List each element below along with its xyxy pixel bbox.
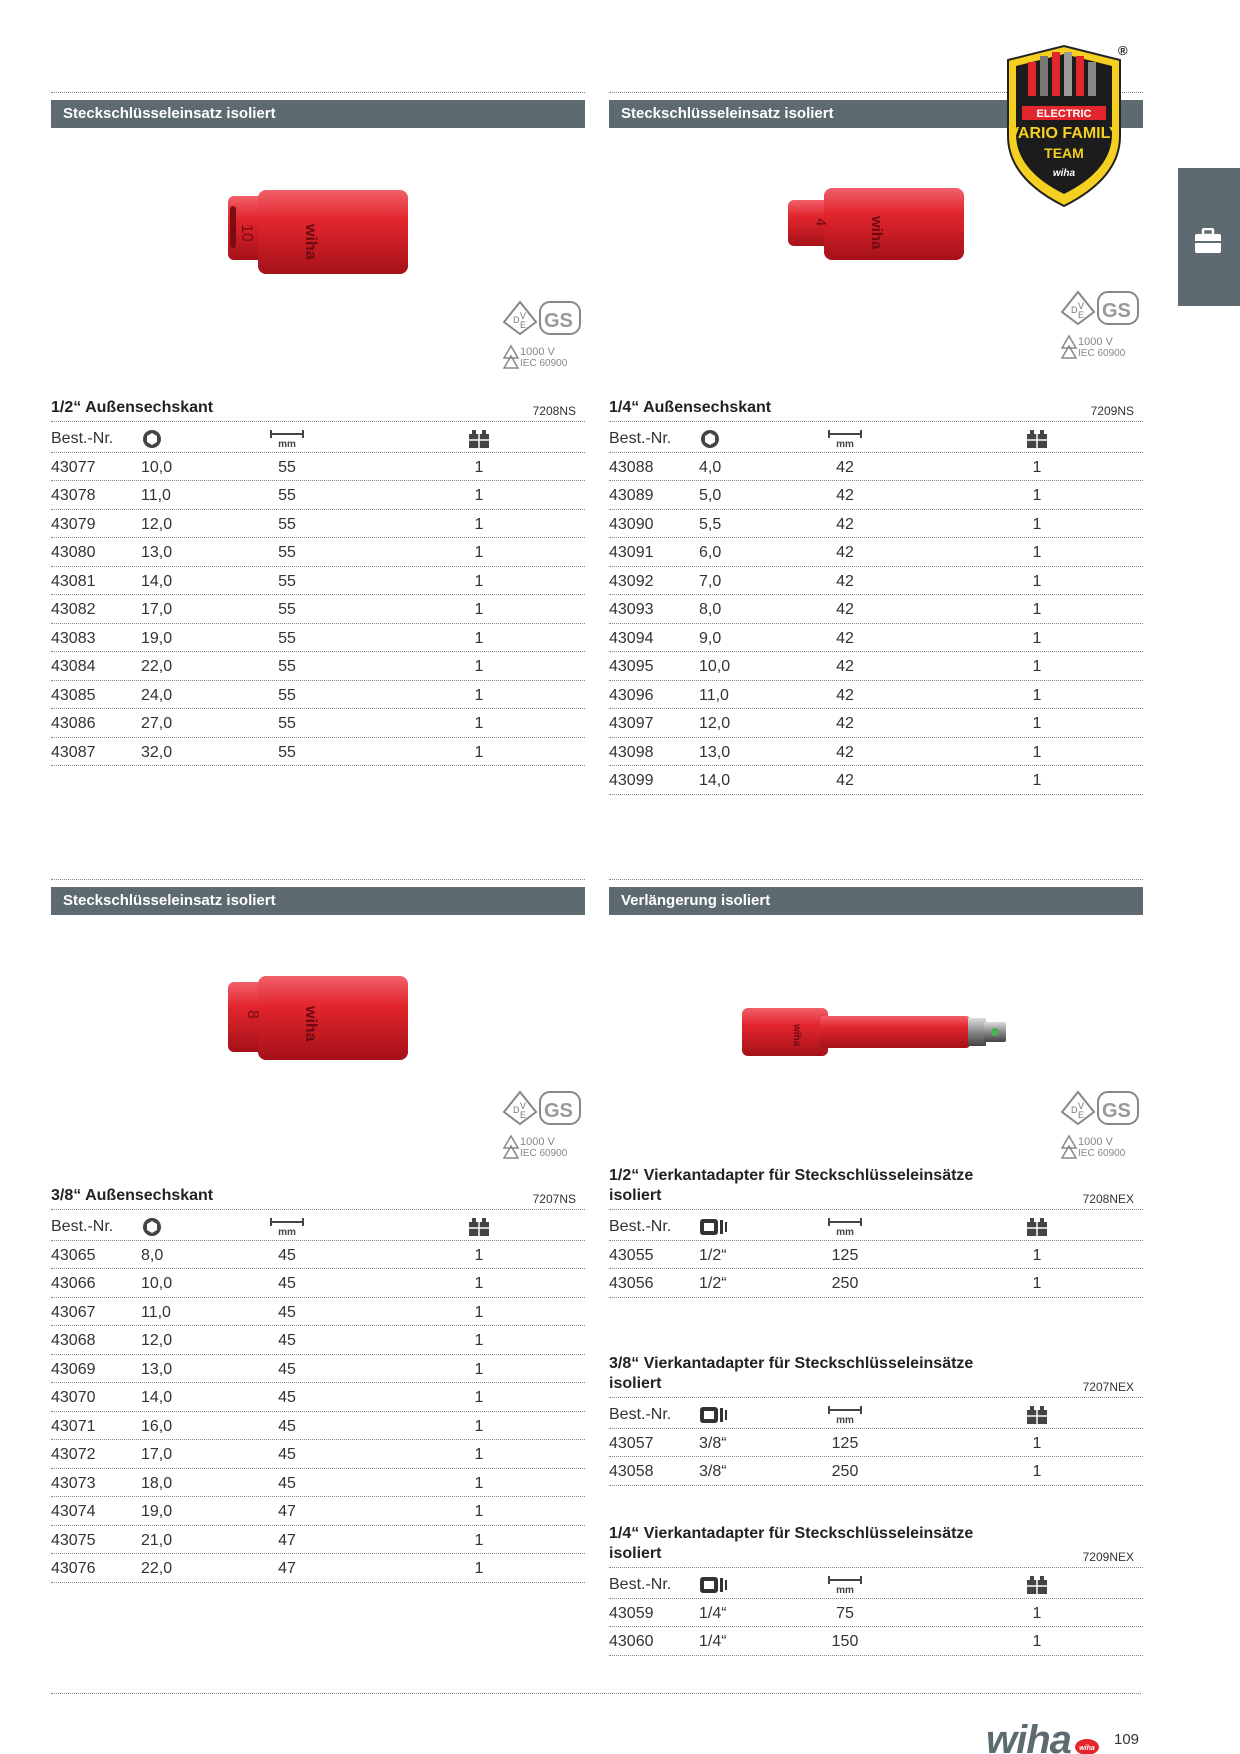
page-number: 109: [1114, 1731, 1140, 1748]
order-number: 43092: [609, 572, 654, 590]
table-row: 43087 32,0 55 1: [51, 738, 585, 767]
socket-image-quarter-inch: [786, 186, 966, 262]
size-value: 11,0: [141, 487, 171, 504]
table-row: 43079 12,0 55 1: [51, 510, 585, 539]
order-number: 43067: [51, 1303, 96, 1321]
table-row: 43084 22,0 55 1: [51, 652, 585, 681]
section-header-3: [51, 879, 585, 915]
size-value: 13,0: [141, 1360, 173, 1378]
size-value: 22,0: [141, 1560, 173, 1577]
order-number-header: Best.-Nr.: [51, 1218, 114, 1235]
order-number: 43075: [51, 1531, 96, 1549]
order-number: 43060: [609, 1633, 654, 1650]
order-number: 43098: [609, 743, 654, 761]
order-number: 43091: [609, 544, 654, 561]
table-row: 43072 17,0 45 1: [51, 1440, 585, 1469]
svg-text:1000 V: 1000 V: [1078, 336, 1113, 348]
svg-text:D: D: [513, 315, 520, 325]
table-row: 43075 21,0 47 1: [51, 1526, 585, 1555]
order-number: 43070: [51, 1389, 96, 1406]
size-value: 8,0: [699, 601, 722, 618]
size-value: 19,0: [141, 629, 173, 647]
table-row: 43070 14,0 45 1: [51, 1383, 585, 1412]
size-value: 4,0: [699, 458, 722, 476]
order-number: 43087: [51, 743, 96, 761]
svg-text:mm: mm: [278, 439, 296, 449]
svg-text:mm: mm: [836, 439, 854, 449]
table-row: 43076 22,0 47 1: [51, 1554, 585, 1583]
svg-text:V: V: [1078, 301, 1085, 311]
order-number: 43073: [51, 1474, 96, 1492]
order-number-header: Best.-Nr.: [51, 430, 114, 447]
table-header-row: [51, 424, 585, 453]
svg-text:wiha: wiha: [1052, 168, 1076, 179]
svg-text:IEC 60900: IEC 60900: [520, 1148, 568, 1159]
svg-text:mm: mm: [836, 1585, 854, 1595]
svg-text:wiha: wiha: [791, 1024, 802, 1047]
table-title-7209NS: 1/4“ Außensechskant 7209NS: [609, 398, 1143, 422]
table-7209NS: [609, 424, 1143, 795]
size-value: 12,0: [141, 515, 173, 533]
table-7207NS: [51, 1212, 585, 1583]
electric-vario-family-team-badge: [998, 40, 1130, 210]
svg-text:10: 10: [238, 224, 255, 242]
table-row: 43057 3/8“ 125 1: [609, 1429, 1143, 1458]
svg-text:GS: GS: [544, 1100, 573, 1122]
hex-socket-icon: [141, 1217, 163, 1242]
size-value: 8,0: [141, 1246, 164, 1264]
size-value: 19,0: [141, 1503, 173, 1520]
svg-text:4: 4: [812, 218, 829, 227]
size-value: 5,5: [699, 515, 722, 533]
section-title: Steckschlüsseleinsatz isoliert: [609, 100, 1143, 128]
order-number: 43082: [51, 601, 96, 618]
section-title: Steckschlüsseleinsatz isoliert: [51, 887, 585, 915]
table-row: 43086 27,0 55 1: [51, 709, 585, 738]
order-number: 43083: [51, 629, 96, 647]
svg-text:IEC 60900: IEC 60900: [1078, 1148, 1126, 1159]
svg-text:wiha: wiha: [302, 1006, 319, 1042]
size-value: 6,0: [699, 544, 722, 561]
svg-text:D: D: [513, 1105, 520, 1115]
svg-text:®: ®: [1118, 43, 1128, 58]
order-number: 43093: [609, 601, 654, 618]
table-header-row: [51, 1212, 585, 1241]
size-value: 12,0: [699, 715, 731, 732]
order-number: 43090: [609, 515, 654, 533]
hex-socket-icon: [699, 429, 721, 454]
order-number: 43080: [51, 544, 96, 561]
size-value: 10,0: [141, 458, 173, 476]
order-number-header: Best.-Nr.: [609, 1576, 672, 1593]
section-header-1: [51, 92, 585, 128]
table-header-row: [609, 1570, 1143, 1599]
vde-gs-certification-icon: [500, 300, 584, 372]
order-number: 43096: [609, 686, 654, 704]
table-row: 43088 4,0 42 1: [609, 453, 1143, 482]
table-7208NS: [51, 424, 585, 766]
table-title-7207NEX: 3/8“ Vierkantadapter für Steckschlüsseleinsätze isoliert 7207NEX: [609, 1354, 1143, 1398]
svg-text:E: E: [520, 1110, 527, 1120]
order-number: 43079: [51, 515, 96, 533]
svg-text:E: E: [520, 320, 527, 330]
size-value: 22,0: [141, 658, 173, 675]
size-value: 11,0: [699, 686, 729, 704]
table-row: 43085 24,0 55 1: [51, 681, 585, 710]
table-row: 43093 8,0 42 1: [609, 595, 1143, 624]
table-row: 43096 11,0 42 1: [609, 681, 1143, 710]
svg-text:8: 8: [244, 1010, 261, 1019]
size-value: 14,0: [141, 1389, 173, 1406]
order-number: 43071: [51, 1417, 96, 1435]
svg-text:GS: GS: [1102, 1100, 1131, 1122]
table-row: 43090 5,5 42 1: [609, 510, 1143, 539]
size-value: 21,0: [141, 1531, 173, 1549]
order-number: 43065: [51, 1246, 96, 1264]
size-value: 5,0: [699, 487, 722, 504]
svg-text:TEAM: TEAM: [1044, 145, 1084, 161]
table-row: 43056 1/2“ 250 1: [609, 1269, 1143, 1298]
order-number: 43068: [51, 1332, 96, 1349]
svg-text:mm: mm: [278, 1227, 296, 1237]
svg-text:D: D: [1071, 1105, 1078, 1115]
svg-text:E: E: [1078, 310, 1085, 320]
table-row: 43097 12,0 42 1: [609, 709, 1143, 738]
table-row: 43065 8,0 45 1: [51, 1241, 585, 1270]
wiha-logo: wiha: [986, 1718, 1071, 1754]
table-row: 43081 14,0 55 1: [51, 567, 585, 596]
section-title: Steckschlüsseleinsatz isoliert: [51, 100, 585, 128]
order-number: 43088: [609, 458, 654, 476]
table-row: 43055 1/2“ 125 1: [609, 1241, 1143, 1270]
table-row: 43071 16,0 45 1: [51, 1412, 585, 1441]
order-number: 43089: [609, 487, 654, 504]
category-side-tab[interactable]: [1178, 168, 1240, 306]
size-value: 13,0: [699, 743, 731, 761]
table-row: 43098 13,0 42 1: [609, 738, 1143, 767]
order-number: 43086: [51, 715, 96, 732]
table-header-row: [609, 1400, 1143, 1429]
svg-text:GS: GS: [544, 310, 573, 332]
size-value: 14,0: [141, 572, 173, 590]
socket-image-half-inch: [226, 188, 410, 276]
table-row: 43066 10,0 45 1: [51, 1269, 585, 1298]
svg-text:V: V: [520, 311, 527, 321]
section-title: Verlängerung isoliert: [609, 887, 1143, 915]
size-value: 1/2“: [699, 1246, 727, 1264]
svg-text:1000 V: 1000 V: [520, 346, 555, 358]
table-row: 43068 12,0 45 1: [51, 1326, 585, 1355]
table-title-7207NS: 3/8“ Außensechskant 7207NS: [51, 1186, 585, 1210]
order-number: 43076: [51, 1560, 96, 1577]
svg-text:wiha: wiha: [1079, 1745, 1095, 1752]
order-number: 43077: [51, 458, 96, 476]
table-row: 43095 10,0 42 1: [609, 652, 1143, 681]
order-number-header: Best.-Nr.: [609, 1218, 672, 1235]
table-row: 43069 13,0 45 1: [51, 1355, 585, 1384]
size-value: 3/8“: [699, 1434, 727, 1452]
size-value: 14,0: [699, 772, 731, 789]
order-number: 43095: [609, 658, 654, 675]
vde-gs-certification-icon: [1058, 290, 1142, 362]
table-row: 43074 19,0 47 1: [51, 1497, 585, 1526]
table-7207NEX: [609, 1400, 1143, 1486]
order-number: 43081: [51, 572, 96, 590]
table-7209NEX: [609, 1570, 1143, 1656]
order-number: 43055: [609, 1246, 654, 1264]
vde-gs-certification-icon: [500, 1090, 584, 1162]
section-header-4: [609, 879, 1143, 915]
table-row: 43080 13,0 55 1: [51, 538, 585, 567]
svg-text:V: V: [520, 1101, 527, 1111]
order-number: 43078: [51, 487, 96, 504]
table-header-row: [609, 1212, 1143, 1241]
size-value: 3/8“: [699, 1463, 727, 1480]
size-value: 32,0: [141, 743, 173, 761]
svg-text:1000 V: 1000 V: [520, 1136, 555, 1148]
svg-text:IEC 60900: IEC 60900: [520, 358, 568, 369]
size-value: 13,0: [141, 544, 173, 561]
footer-divider: [51, 1693, 1141, 1694]
size-value: 1/4“: [699, 1633, 727, 1650]
size-value: 7,0: [699, 572, 722, 590]
table-row: 43099 14,0 42 1: [609, 766, 1143, 795]
order-number: 43069: [51, 1360, 96, 1378]
square-drive-icon: [699, 1575, 729, 1600]
svg-text:V: V: [1078, 1101, 1085, 1111]
vde-gs-certification-icon: [1058, 1090, 1142, 1162]
table-row: 43089 5,0 42 1: [609, 481, 1143, 510]
svg-text:E: E: [1078, 1110, 1085, 1120]
table-row: 43073 18,0 45 1: [51, 1469, 585, 1498]
size-value: 10,0: [699, 658, 731, 675]
order-number: 43072: [51, 1446, 96, 1463]
svg-text:wiha: wiha: [868, 216, 885, 250]
hex-socket-icon: [141, 429, 163, 454]
order-number: 43056: [609, 1275, 654, 1292]
order-number: 43066: [51, 1275, 96, 1292]
order-number: 43085: [51, 686, 96, 704]
size-value: 17,0: [141, 601, 173, 618]
square-drive-icon: [699, 1217, 729, 1242]
svg-text:mm: mm: [836, 1227, 854, 1237]
toolbox-icon: [1194, 228, 1222, 254]
table-title-7208NEX: 1/2“ Vierkantadapter für Steckschlüsseleinsätze isoliert 7208NEX: [609, 1166, 1143, 1210]
order-number-header: Best.-Nr.: [609, 1406, 672, 1423]
order-number: 43099: [609, 772, 654, 789]
table-row: 43083 19,0 55 1: [51, 624, 585, 653]
table-title-7209NEX: 1/4“ Vierkantadapter für Steckschlüsseleinsätze isoliert 7209NEX: [609, 1524, 1143, 1568]
order-number: 43057: [609, 1434, 654, 1452]
table-row: 43091 6,0 42 1: [609, 538, 1143, 567]
square-drive-icon: [699, 1405, 729, 1430]
table-row: 43067 11,0 45 1: [51, 1298, 585, 1327]
size-value: 1/4“: [699, 1604, 727, 1622]
order-number: 43084: [51, 658, 96, 675]
table-row: 43092 7,0 42 1: [609, 567, 1143, 596]
size-value: 10,0: [141, 1275, 173, 1292]
table-row: 43094 9,0 42 1: [609, 624, 1143, 653]
svg-text:VARIO FAMILY: VARIO FAMILY: [1008, 125, 1120, 142]
svg-text:IEC 60900: IEC 60900: [1078, 348, 1126, 359]
svg-text:wiha: wiha: [302, 224, 319, 260]
svg-text:ELECTRIC: ELECTRIC: [1036, 108, 1092, 120]
extension-bar-image: [740, 1004, 1012, 1058]
order-number: 43097: [609, 715, 654, 732]
table-7208NEX: [609, 1212, 1143, 1298]
svg-text:1000 V: 1000 V: [1078, 1136, 1113, 1148]
table-row: 43078 11,0 55 1: [51, 481, 585, 510]
table-row: 43058 3/8“ 250 1: [609, 1457, 1143, 1486]
table-header-row: [609, 424, 1143, 453]
size-value: 24,0: [141, 686, 173, 704]
size-value: 9,0: [699, 629, 722, 647]
table-row: 43059 1/4“ 75 1: [609, 1599, 1143, 1628]
size-value: 16,0: [141, 1417, 173, 1435]
order-number: 43074: [51, 1503, 96, 1520]
size-value: 1/2“: [699, 1275, 727, 1292]
svg-text:mm: mm: [836, 1415, 854, 1425]
order-number: 43058: [609, 1463, 654, 1480]
size-value: 18,0: [141, 1474, 173, 1492]
wiha-logo-icon: [1074, 1738, 1100, 1754]
size-value: 11,0: [141, 1303, 171, 1321]
size-value: 12,0: [141, 1332, 173, 1349]
order-number: 43094: [609, 629, 654, 647]
size-value: 17,0: [141, 1446, 173, 1463]
socket-image-three-eighths: [226, 974, 410, 1062]
order-number-header: Best.-Nr.: [609, 430, 672, 447]
size-value: 27,0: [141, 715, 173, 732]
svg-text:D: D: [1071, 305, 1078, 315]
table-row: 43082 17,0 55 1: [51, 595, 585, 624]
table-title-7208NS: 1/2“ Außensechskant 7208NS: [51, 398, 585, 422]
table-row: 43060 1/4“ 150 1: [609, 1627, 1143, 1656]
table-row: 43077 10,0 55 1: [51, 453, 585, 482]
svg-text:GS: GS: [1102, 300, 1131, 322]
order-number: 43059: [609, 1604, 654, 1622]
